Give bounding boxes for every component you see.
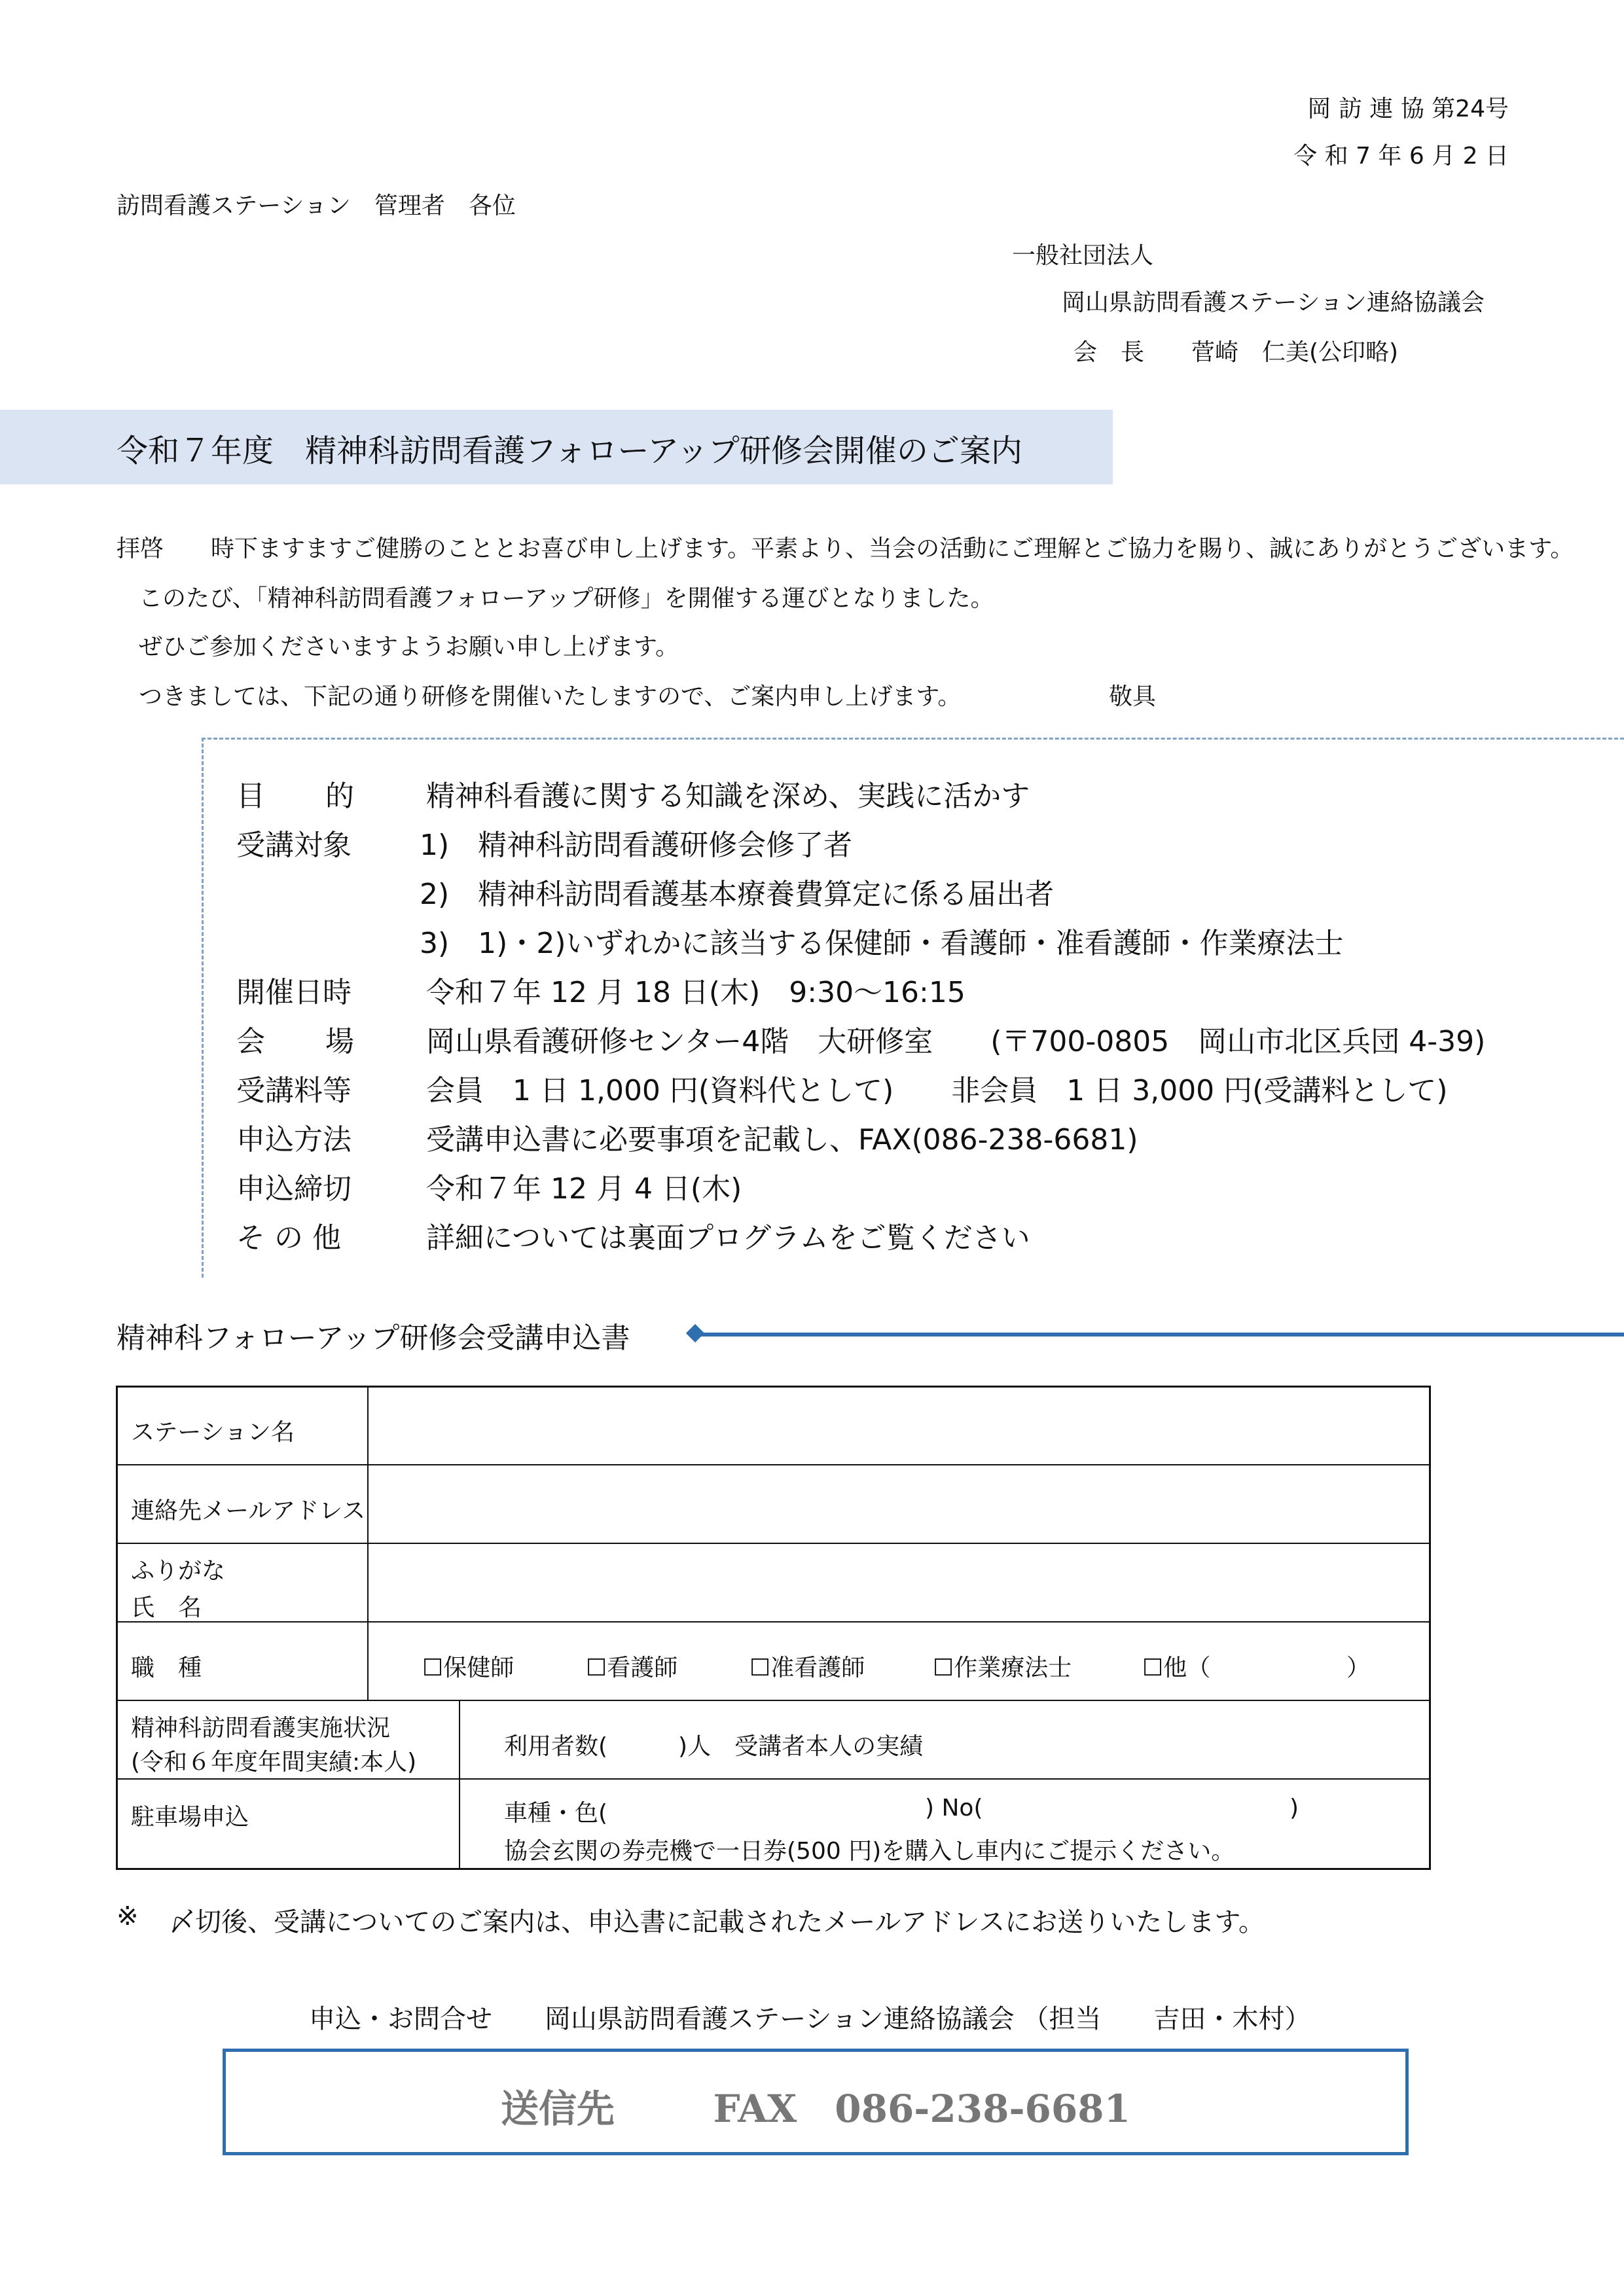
email-field[interactable] <box>369 1466 1428 1541</box>
detail-label-method: 申込方法 <box>236 1123 352 1157</box>
fax-box <box>223 2049 1409 2155</box>
job-option-occupational-therapist[interactable]: ☐作業療法士 <box>933 1655 1072 1681</box>
fax-number: FAX 086-238-6681 <box>713 2087 1130 2131</box>
detail-value-venue: 岡山県看護研修センター4階 大研修室 (〒700-0805 岡山市北区兵団 4-39) <box>426 1025 1486 1058</box>
furigana-label: ふりがな <box>131 1558 226 1585</box>
detail-label-deadline: 申込締切 <box>236 1172 352 1206</box>
detail-value-other: 詳細については裏面プログラムをご覧ください <box>426 1221 1030 1255</box>
parking-number[interactable]: ) No( <box>925 1795 983 1821</box>
sender-representative: 会 長 菅崎 仁美(公印略) <box>1074 339 1399 366</box>
section-divider <box>699 1333 1624 1336</box>
parking-close: ) <box>1290 1795 1299 1821</box>
deadline-note: 〆切後、受講についてのご案内は、申込書に記載されたメールアドレスにお送りいたします。 <box>169 1907 1265 1937</box>
detail-label-purpose-a: 目 <box>236 780 265 813</box>
note-mark: ※ <box>117 1901 139 1931</box>
detail-value-fee: 会員 1 日 1,000 円(資料代として) 非会員 1 日 3,000 円(受講料として) <box>426 1074 1448 1107</box>
recipient: 訪問看護ステーション 管理者 各位 <box>117 192 516 219</box>
detail-label-venue-b: 場 <box>325 1025 354 1058</box>
job-option-nurse[interactable]: ☐看護師 <box>586 1655 678 1681</box>
status-label-line1: 精神科訪問看護実施状況 <box>131 1715 391 1742</box>
detail-label-fee: 受講料等 <box>236 1074 352 1107</box>
body-closing: 敬具 <box>1109 683 1157 710</box>
body-line-4: つきましては、下記の通り研修を開催いたしますので、ご案内申し上げます。 <box>139 683 962 710</box>
details-box <box>202 738 1624 1278</box>
job-option-public-health-nurse[interactable]: ☐保健師 <box>422 1655 514 1681</box>
station-name-label: ステーション名 <box>131 1419 295 1446</box>
detail-label-datetime: 開催日時 <box>236 976 352 1009</box>
detail-value-target-3: 3) 1)・2)いずれかに該当する保健師・看護師・准看護師・作業療法士 <box>420 927 1344 960</box>
body-line-2: このたび、「精神科訪問看護フォローアップ研修」を開催する運びとなりました。 <box>139 585 994 612</box>
job-label: 職 種 <box>131 1655 202 1681</box>
body-line-3: ぜひご参加くださいますようお願い申し上げます。 <box>139 634 679 660</box>
detail-value-purpose: 精神科看護に関する知識を深め、実践に活かす <box>426 780 1030 813</box>
detail-value-deadline: 令和７年 12 月 4 日(木) <box>426 1172 742 1206</box>
body-line-greeting: 拝啓 時下ますますご健勝のこととお喜び申し上げます。平素より、当会の活動にご理解とご協力を賜り、誠にありがとうございます。 <box>117 535 1574 562</box>
job-option-other-close: ） <box>1346 1655 1371 1681</box>
contact-info: 申込・お問合せ 岡山県訪問看護ステーション連絡協議会 （担当 吉田・木村） <box>309 2004 1311 2034</box>
page-title: 令和７年度 精神科訪問看護フォローアップ研修会開催のご案内 <box>117 433 1022 469</box>
application-form <box>116 1386 1431 1870</box>
sender-org: 岡山県訪問看護ステーション連絡協議会 <box>1062 289 1485 316</box>
name-field[interactable] <box>369 1545 1428 1620</box>
parking-note: 協会玄関の券売機で一日券(500 円)を購入し車内にご提示ください。 <box>504 1838 1235 1865</box>
detail-label-target: 受講対象 <box>236 829 352 862</box>
fax-label: 送信先 <box>501 2087 615 2131</box>
document-number: 岡 訪 連 協 第24号 <box>1307 96 1509 122</box>
detail-label-other: そ の 他 <box>236 1221 341 1255</box>
parking-car-type[interactable]: 車種・色( <box>504 1800 608 1827</box>
job-option-other[interactable]: ☐他（ <box>1142 1655 1211 1681</box>
station-name-field[interactable] <box>369 1388 1428 1463</box>
job-option-assistant-nurse[interactable]: ☐准看護師 <box>749 1655 865 1681</box>
detail-label-venue-a: 会 <box>236 1025 265 1058</box>
status-value[interactable]: 利用者数( )人 受講者本人の実績 <box>504 1733 924 1760</box>
detail-value-target-1: 1) 精神科訪問看護研修会修了者 <box>420 829 853 862</box>
email-label: 連絡先メールアドレス <box>131 1498 366 1524</box>
detail-value-datetime: 令和７年 12 月 18 日(木) 9:30～16:15 <box>426 976 965 1009</box>
detail-value-target-2: 2) 精神科訪問看護基本療養費算定に係る届出者 <box>420 878 1055 911</box>
document-date: 令 和 7 年 6 月 2 日 <box>1293 143 1509 170</box>
form-section-title: 精神科フォローアップ研修会受講申込書 <box>117 1321 630 1355</box>
name-label: 氏 名 <box>131 1594 202 1621</box>
status-label-line2: (令和６年度年間実績:本人) <box>131 1749 417 1776</box>
sender-org-type: 一般社団法人 <box>1012 242 1154 269</box>
detail-value-method: 受講申込書に必要事項を記載し、FAX(086-238-6681) <box>426 1123 1138 1157</box>
detail-label-purpose-b: 的 <box>325 780 354 813</box>
parking-label: 駐車場申込 <box>131 1804 249 1831</box>
